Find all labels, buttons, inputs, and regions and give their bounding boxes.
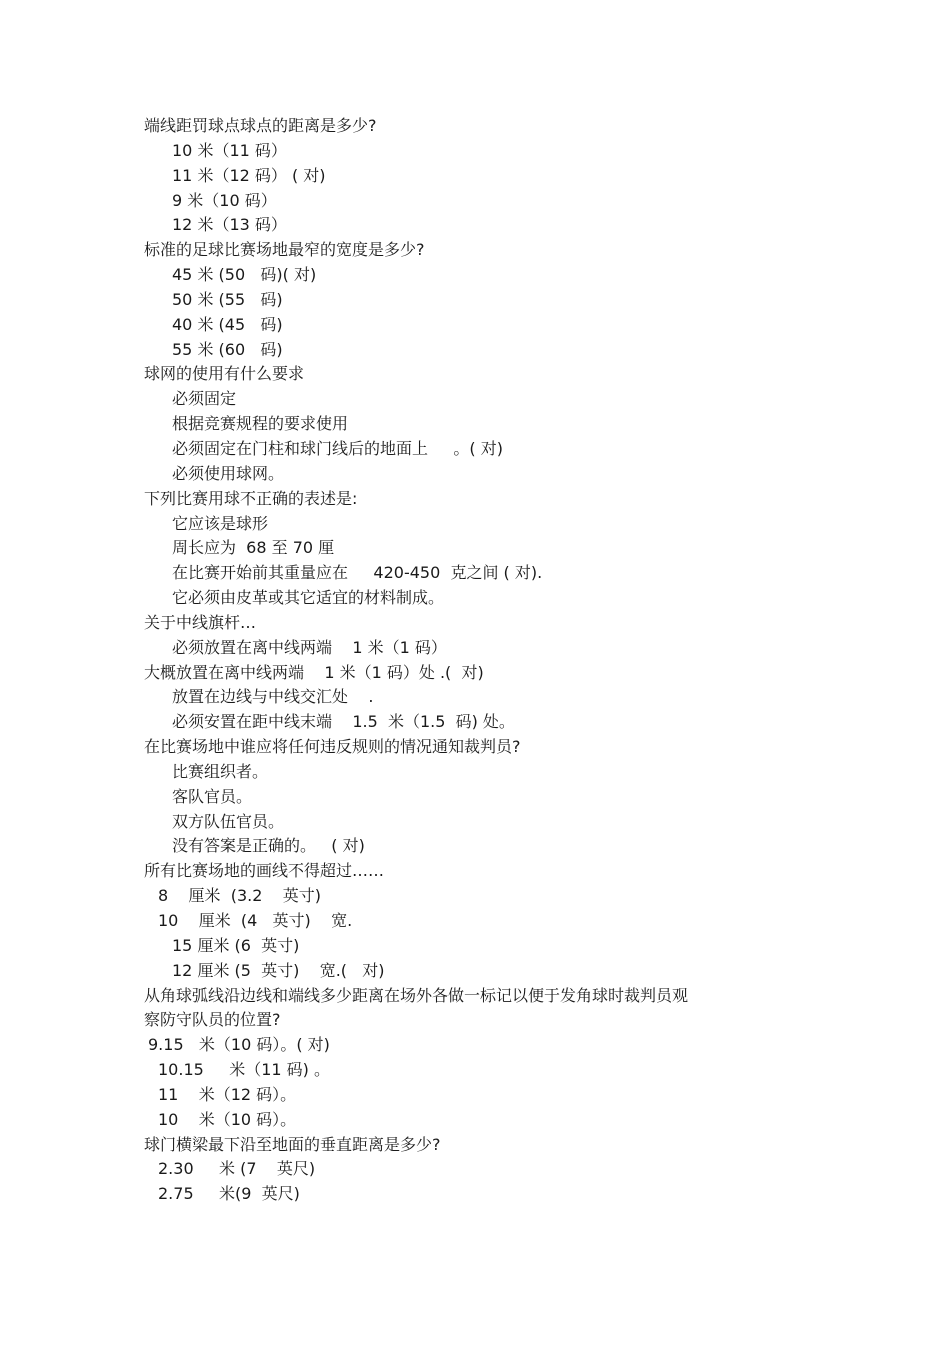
doc-line: 2.75 米(9 英尺) xyxy=(158,1184,300,1204)
doc-line: 必须固定在门柱和球门线后的地面上 。( 对) xyxy=(172,438,504,458)
doc-line: 它必须由皮革或其它适宜的材料制成。 xyxy=(172,588,445,608)
doc-line: 关于中线旗杆… xyxy=(144,612,257,632)
doc-line: 10 米（10 码）。 xyxy=(158,1109,297,1129)
doc-line: 10 米（11 码） xyxy=(172,140,287,160)
doc-line: 9 米（10 码） xyxy=(172,190,277,210)
doc-line: 比赛组织者。 xyxy=(172,761,269,781)
doc-line: 球网的使用有什么要求 xyxy=(144,364,305,384)
doc-line: 在比赛开始前其重量应在 420-450 克之间 ( 对). xyxy=(172,563,543,583)
doc-line: 45 米 (50 码)( 对) xyxy=(172,265,317,285)
doc-line: 必须放置在离中线两端 1 米（1 码） xyxy=(172,637,447,657)
doc-line: 根据竞赛规程的要求使用 xyxy=(172,414,349,434)
doc-line: 放置在边线与中线交汇处 . xyxy=(172,687,374,707)
doc-line: 8 厘米 (3.2 英寸) xyxy=(158,886,321,906)
doc-line: 2.30 米 (7 英尺) xyxy=(158,1159,316,1179)
doc-line: 端线距罚球点球点的距离是多少? xyxy=(144,116,377,135)
doc-line: 大概放置在离中线两端 1 米（1 码）处 .( 对) xyxy=(144,662,484,682)
doc-line: 必须固定 xyxy=(172,389,237,409)
doc-line: 10 厘米 (4 英寸) 宽. xyxy=(158,911,353,930)
doc-line: 12 米（13 码） xyxy=(172,215,287,235)
doc-line: 双方队伍官员。 xyxy=(172,811,285,831)
doc-line: 客队官员。 xyxy=(172,786,253,806)
doc-line: 察防守队员的位置? xyxy=(144,1010,281,1030)
doc-line: 11 米（12 码） ( 对) xyxy=(172,165,326,185)
doc-line: 12 厘米 (5 英寸) 宽.( 对) xyxy=(172,960,385,980)
doc-line: 周长应为 68 至 70 厘 xyxy=(172,538,335,558)
doc-line: 球门横梁最下沿至地面的垂直距离是多少? xyxy=(144,1134,441,1154)
doc-line: 必须使用球网。 xyxy=(172,463,285,483)
doc-line: 40 米 (45 码) xyxy=(172,314,283,334)
doc-line: 在比赛场地中谁应将任何违反规则的情况通知裁判员? xyxy=(144,737,521,757)
doc-line: 11 米（12 码）。 xyxy=(158,1084,297,1104)
doc-line: 从角球弧线沿边线和端线多少距离在场外各做一标记以便于发角球时裁判员观 xyxy=(144,985,689,1005)
doc-line: 9.15 米（10 码）。( 对) xyxy=(148,1035,330,1055)
doc-line: 10.15 米（11 码) 。 xyxy=(158,1060,331,1080)
doc-line: 15 厘米 (6 英寸) xyxy=(172,935,300,955)
doc-line: 下列比赛用球不正确的表述是: xyxy=(144,488,358,508)
doc-line: 标准的足球比赛场地最窄的宽度是多少? xyxy=(144,240,425,260)
doc-line: 它应该是球形 xyxy=(172,513,269,533)
doc-line: 50 米 (55 码) xyxy=(172,289,283,309)
doc-line: 所有比赛场地的画线不得超过…… xyxy=(144,861,385,881)
doc-line: 55 米 (60 码) xyxy=(172,339,283,359)
doc-line: 没有答案是正确的。 ( 对) xyxy=(172,836,365,856)
document-body xyxy=(0,114,950,1207)
doc-line: 必须安置在距中线末端 1.5 米（1.5 码) 处。 xyxy=(172,712,515,732)
